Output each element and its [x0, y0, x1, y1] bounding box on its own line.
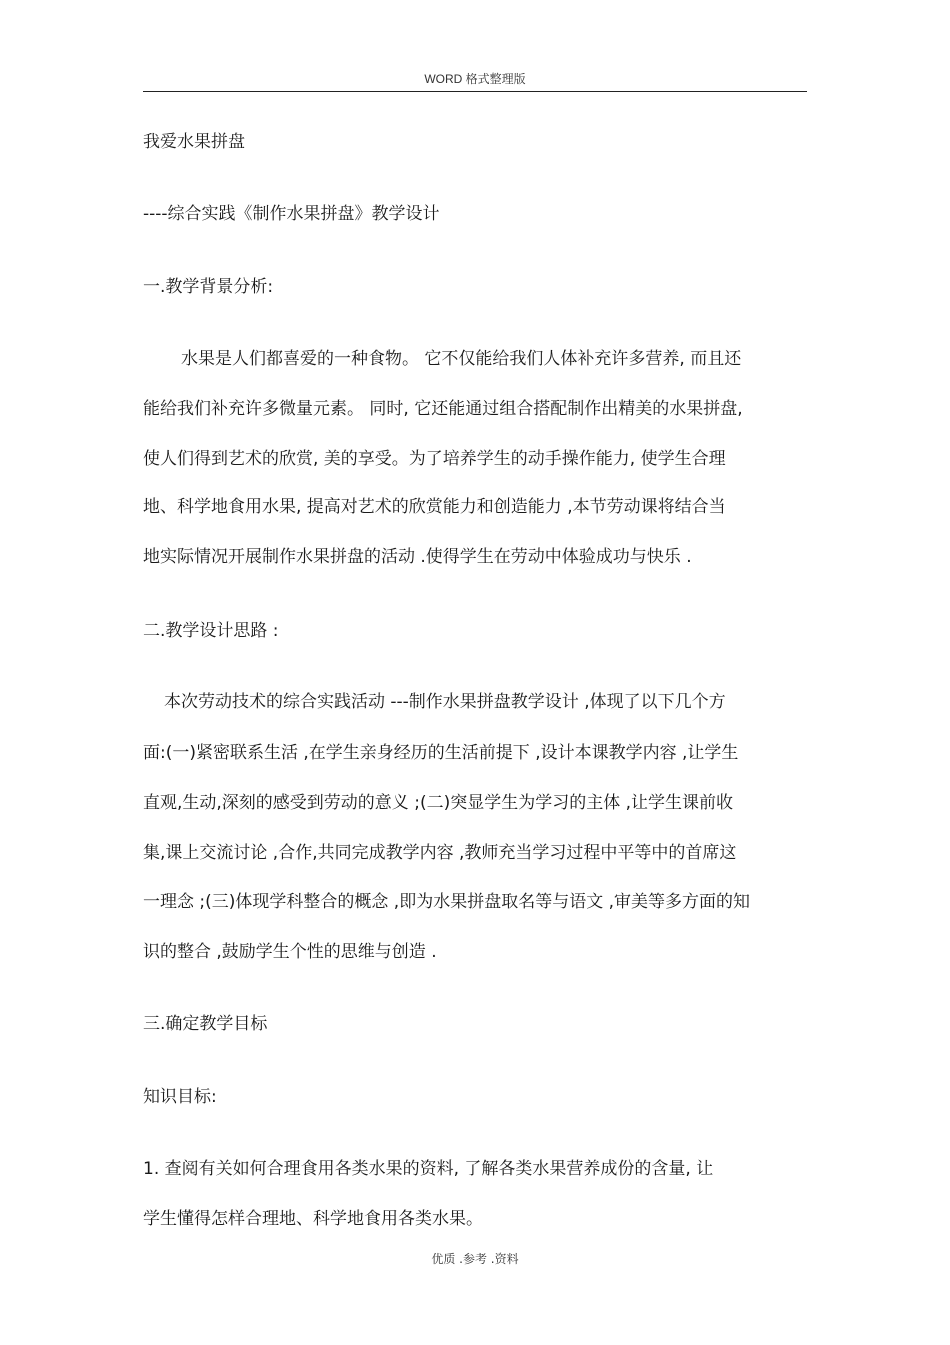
list-item-line: 1. 查阅有关如何合理食用各类水果的资料, 了解各类水果营养成份的含量, 让	[143, 1159, 714, 1179]
paragraph-line: 面:(一)紧密联系生活 ,在学生亲身经历的生活前提下 ,设计本课教学内容 ,让学生	[143, 743, 739, 763]
paragraph-line: 使人们得到艺术的欣赏, 美的享受。为了培养学生的动手操作能力, 使学生合理	[143, 449, 726, 469]
page-header: WORD 格式整理版	[424, 72, 526, 86]
list-item-line: 学生懂得怎样合理地、科学地食用各类水果。	[143, 1209, 483, 1229]
subheading-knowledge-goals: 知识目标:	[143, 1087, 217, 1107]
section-heading-background: 一.教学背景分析:	[143, 277, 274, 297]
paragraph-line: 识的整合 ,鼓励学生个性的思维与创造 .	[143, 942, 437, 962]
paragraph-line: 直观,生动,深刻的感受到劳动的意义 ;(二)突显学生为学习的主体 ,让学生课前收	[143, 793, 734, 813]
paragraph-line: 集,课上交流讨论 ,合作,共同完成教学内容 ,教师充当学习过程中平等中的首席这	[143, 843, 737, 863]
document-title: 我爱水果拼盘	[143, 132, 245, 152]
paragraph-line: 水果是人们都喜爱的一种食物。 它不仅能给我们人体补充许多营养, 而且还	[181, 349, 742, 369]
header-divider	[143, 91, 807, 92]
paragraph-line: 一理念 ;(三)体现学科整合的概念 ,即为水果拼盘取名等与语文 ,审美等多方面的知	[143, 892, 751, 912]
paragraph-line: 能给我们补充许多微量元素。 同时, 它还能通过组合搭配制作出精美的水果拼盘,	[143, 399, 743, 419]
paragraph-line: 本次劳动技术的综合实践活动 ---制作水果拼盘教学设计 ,体现了以下几个方	[164, 692, 726, 712]
section-heading-design: 二.教学设计思路 :	[143, 621, 279, 641]
paragraph-line: 地实际情况开展制作水果拼盘的活动 .使得学生在劳动中体验成功与快乐 .	[143, 547, 692, 567]
document-subtitle: ----综合实践《制作水果拼盘》教学设计	[143, 204, 440, 224]
section-heading-goals: 三.确定教学目标	[143, 1014, 268, 1034]
page-footer: 优质 .参考 .资料	[431, 1252, 519, 1266]
paragraph-line: 地、科学地食用水果, 提高对艺术的欣赏能力和创造能力 ,本节劳动课将结合当	[143, 497, 726, 517]
